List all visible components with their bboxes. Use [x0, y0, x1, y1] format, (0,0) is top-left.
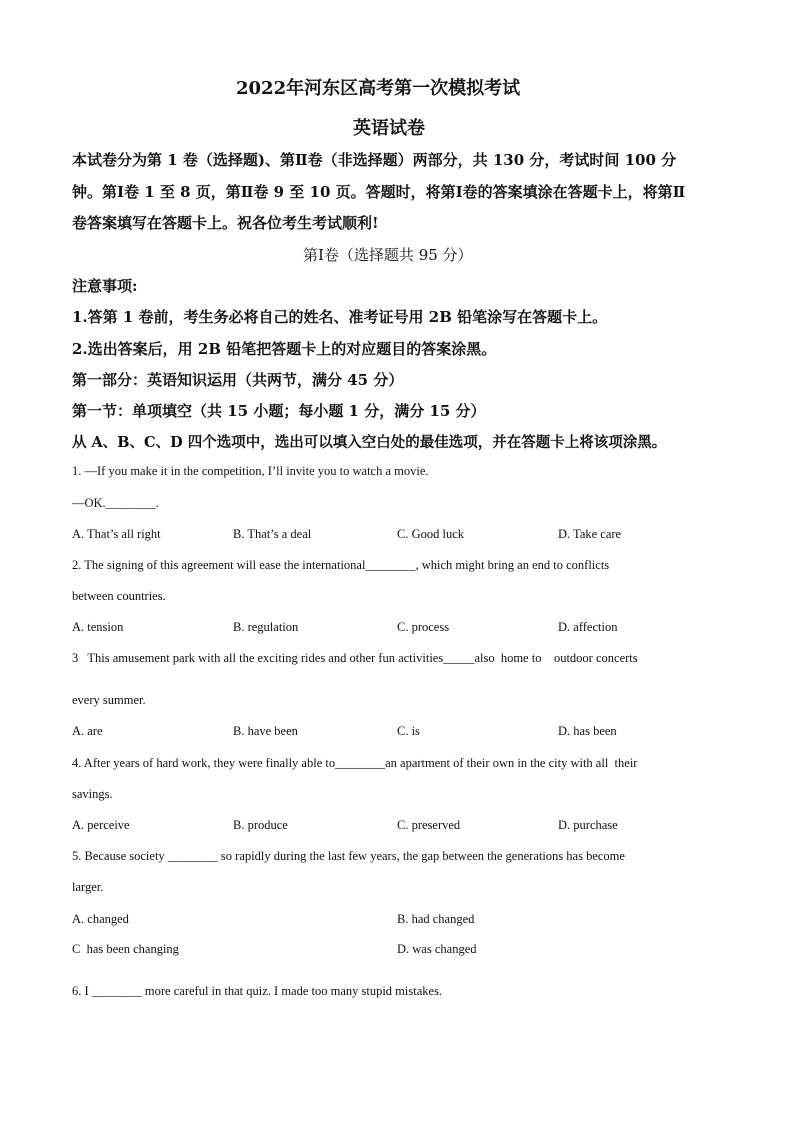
question-4-stem-2: savings. — [72, 787, 113, 801]
exam-title: 2022年河东区高考第一次模拟考试 — [236, 78, 521, 99]
question-1-option-a: A. That’s all right — [72, 527, 161, 541]
question-2-option-c: C. process — [397, 620, 450, 634]
notes-heading: 注意事项: — [72, 277, 138, 295]
exam-subtitle: 英语试卷 — [353, 118, 425, 139]
question-4-option-b: B. produce — [233, 818, 288, 832]
question-3-option-d: D. has been — [558, 724, 617, 738]
section-1-heading: 第一节：单项填空（共 15 小题；每小题 1 分，满分 15 分） — [72, 402, 486, 420]
intro-line-1: 本试卷分为第 1 卷（选择题)、第Ⅱ卷（非选择题）两部分，共 130 分，考试时间 100 分 — [72, 151, 677, 169]
instruction-text: 从 A、B、C、D 四个选项中，选出可以填入空白处的最佳选项，并在答题卡上将该项涂黑。 — [72, 434, 667, 451]
question-1-option-b: B. That’s a deal — [233, 527, 312, 541]
question-5-stem-2: larger. — [72, 880, 104, 894]
question-2-option-d: D. affection — [558, 620, 618, 634]
question-2-option-a: A. tension — [72, 620, 124, 634]
question-4-option-d: D. purchase — [558, 818, 618, 832]
question-2-option-b: B. regulation — [233, 620, 299, 634]
question-2-stem-2: between countries. — [72, 589, 166, 603]
question-1-option-c: C. Good luck — [397, 527, 465, 541]
question-4-stem: 4. After years of hard work, they were finally able to________an apartment of their own in the city with all their — [72, 756, 638, 770]
question-3-option-c: C. is — [397, 724, 420, 738]
question-5-option-b: B. had changed — [397, 912, 475, 926]
intro-line-3: 卷答案填写在答题卡上。祝各位考生考试顺利! — [72, 214, 379, 232]
question-2-stem: 2. The signing of this agreement will ease the international________, which might bring an end to conflicts — [72, 558, 610, 572]
question-1-stem-2: —OK.________. — [72, 496, 159, 510]
part-1-heading: 第一部分：英语知识运用（共两节，满分 45 分） — [72, 371, 404, 389]
question-6-stem: 6. I ________ more careful in that quiz. I made too many stupid mistakes. — [72, 984, 443, 998]
question-5-option-c: C has been changing — [72, 942, 179, 956]
question-5-option-d: D. was changed — [397, 942, 477, 956]
question-4-option-a: A. perceive — [72, 818, 130, 832]
notes-item-2: 2.选出答案后，用 2B 铅笔把答题卡上的对应题目的答案涂黑。 — [72, 340, 497, 358]
question-1-option-d: D. Take care — [558, 527, 622, 541]
question-3-stem-2: every summer. — [72, 693, 146, 707]
section-title: 第Ⅰ卷（选择题共 95 分） — [303, 246, 473, 264]
question-5-option-a: A. changed — [72, 912, 129, 926]
question-5-stem: 5. Because society ________ so rapidly during the last few years, the gap between the generations has become — [72, 849, 625, 863]
question-3-option-b: B. have been — [233, 724, 298, 738]
intro-line-2: 钟。第Ⅰ卷 1 至 8 页，第Ⅱ卷 9 至 10 页。答题时，将第Ⅰ卷的答案填涂在答题卡上，将第Ⅱ — [72, 183, 686, 201]
notes-item-1: 1.答第 1 卷前，考生务必将自己的姓名、准考证号用 2B 铅笔涂写在答题卡上。 — [72, 308, 608, 326]
question-4-option-c: C. preserved — [397, 818, 461, 832]
question-3-option-a: A. are — [72, 724, 103, 738]
question-3-stem: 3 This amusement park with all the exciting rides and other fun activities_____also home to outdoor concerts — [72, 651, 638, 665]
question-1-stem: 1. —If you make it in the competition, I’ll invite you to watch a movie. — [72, 464, 429, 478]
